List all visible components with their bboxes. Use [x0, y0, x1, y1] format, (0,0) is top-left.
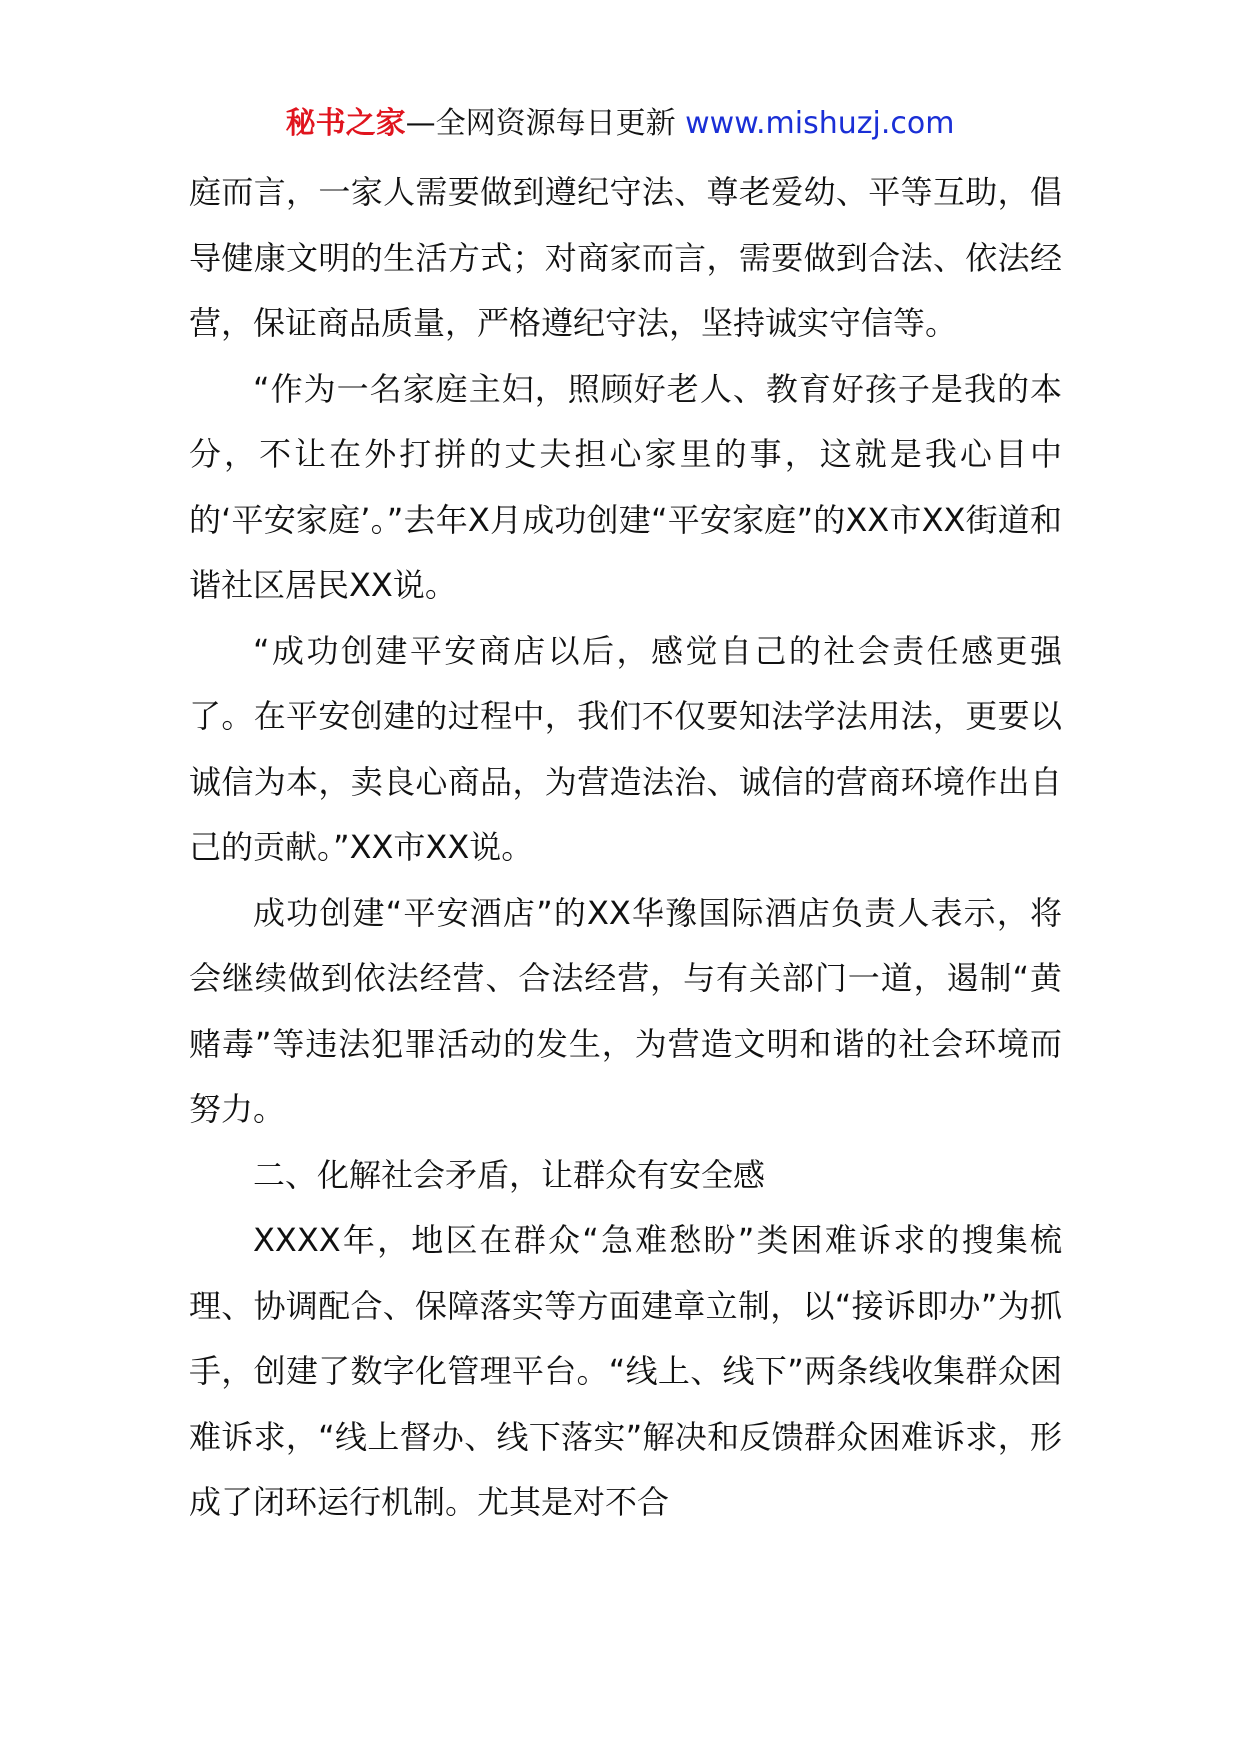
paragraph-continued: 庭而言，一家人需要做到遵纪守法、尊老爱幼、平等互助，倡导健康文明的生活方式；对商家而言，需要做到合法、依法经营，保证商品质量，严格遵纪守法，坚持诚实守信等。	[189, 173, 1062, 342]
site-url-link[interactable]: www.mishuzj.com	[685, 106, 955, 141]
paragraph-quote-housewife: “作为一名家庭主妇，照顾好老人、教育好孩子是我的本分，不让在外打拼的丈夫担心家里的事，这就是我心目中的‘平安家庭’。”去年X月成功创建“平安家庭”的XX市XX街道和谐社区居民XX说。	[189, 369, 1062, 604]
document-body	[189, 160, 1062, 1536]
paragraph-quote-shop: “成功创建平安商店以后，感觉自己的社会责任感更强了。在平安创建的过程中，我们不仅要知法学法用法，更要以诚信为本，卖良心商品，为营造法治、诚信的营商环境作出自己的贡献。”XX市XX说。	[189, 631, 1062, 866]
site-header	[0, 100, 1240, 148]
paragraph-platform: XXXX年，地区在群众“急难愁盼”类困难诉求的搜集梳理、协调配合、保障落实等方面建章立制，以“接诉即办”为抓手，创建了数字化管理平台。“线上、线下”两条线收集群众困难诉求，“线上督办、线下落实”解决和反馈群众困难诉求，形成了闭环运行机制。尤其是对不合	[189, 1221, 1062, 1521]
paragraph-hotel: 成功创建“平安酒店”的XX华豫国际酒店负责人表示，将会继续做到依法经营、合法经营，与有关部门一道，遏制“黄赌毒”等违法犯罪活动的发生，为营造文明和谐的社会环境而努力。	[189, 893, 1062, 1128]
site-tagline: —全网资源每日更新	[405, 106, 676, 141]
site-brand: 秘书之家	[285, 106, 406, 141]
section-heading: 二、化解社会矛盾，让群众有安全感	[253, 1155, 766, 1194]
